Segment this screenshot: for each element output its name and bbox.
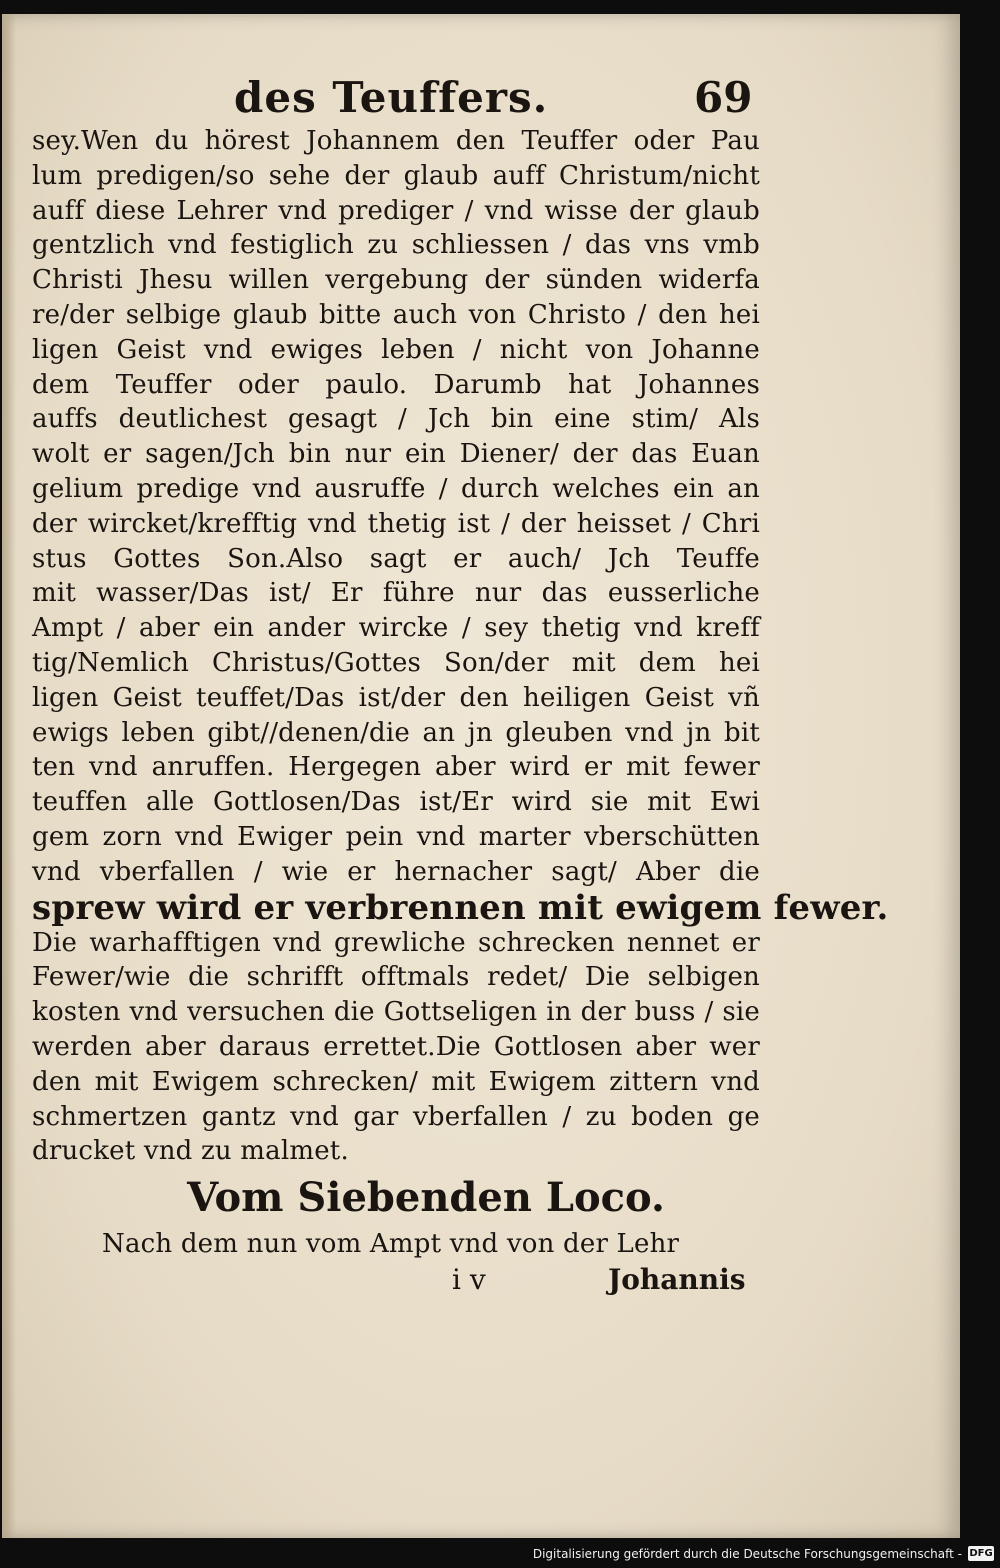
text-line: wolt er sagen/Jch bin nur ein Diener/ der das Euan [32,439,760,470]
text-line: ewigs leben gibt//denen/die an jn gleuben vnd jn bit [32,717,760,748]
text-line: Christi Jhesu willen vergebung der sünden widerfa [32,265,760,296]
text-line: den mit Ewigem schrecken/ mit Ewigem zittern vnd [32,1066,760,1097]
digitization-footer [0,1540,1000,1568]
text-line: gentzlich vnd festiglich zu schliessen / das vns vmb [32,230,760,261]
text-line: teuffen alle Gottlosen/Das ist/Er wird sie mit Ewi [32,787,760,818]
page-header [2,68,960,128]
text-line: dem Teuffer oder paulo. Darumb hat Johannes [32,369,760,400]
page-signature-line [32,1262,760,1298]
page-number: 69 [694,73,753,122]
dfg-logo-icon: DFG [969,1548,993,1559]
signature-mark: i v [452,1262,486,1296]
text-line: stus Gottes Son.Also sagt er auch/ Jch Teuffe [32,543,760,574]
text-line: Fewer/wie die schrifft offtmals redet/ Die selbigen [32,962,760,993]
text-line: Die warhafftigen vnd grewliche schrecken nennet er [32,927,760,958]
text-line: tig/Nemlich Christus/Gottes Son/der mit dem hei [32,647,760,678]
body-text [32,124,889,1298]
text-line: ten vnd anruffen. Hergegen aber wird er mit fewer [32,752,760,783]
text-line: lum predigen/so sehe der glaub auff Christum/nicht [32,160,760,191]
catchword: Johannis [608,1262,746,1296]
text-line: gem zorn vnd Ewiger pein vnd marter vberschütten [32,821,760,852]
funding-credit: Digitalisierung gefördert durch die Deutsche Forschungsgemeinschaft - [532,1547,962,1561]
page-spine-shadow [2,14,16,1538]
text-line: der wircket/krefftig vnd thetig ist / der heisset / Chri [32,508,760,539]
text-line: werden aber daraus errettet.Die Gottlosen aber wer [32,1031,760,1062]
text-line: re/der selbige glaub bitte auch von Christo / den hei [32,299,760,330]
section-heading: Vom Siebenden Loco. [187,1174,665,1222]
text-line: drucket vnd zu malmet. [32,1136,349,1167]
text-line: sey.Wen du hörest Johannem den Teuffer oder Pau [32,126,760,156]
emphasized-quote-line: sprew wird er verbrennen mit ewigem fewer. [32,887,889,928]
text-line: kosten vnd versuchen die Gottseligen in der buss / sie [32,997,760,1028]
text-line: Ampt / aber ein ander wircke / sey thetig vnd kreff [32,613,760,644]
text-line: vnd vberfallen / wie er hernacher sagt/ Aber die [32,856,760,887]
text-line: ligen Geist vnd ewiges leben / nicht von Johanne [32,334,760,365]
text-line: schmertzen gantz vnd gar vberfallen / zu boden ge [32,1101,760,1132]
text-line: mit wasser/Das ist/ Er führe nur das eusserliche [32,578,760,609]
text-line: ligen Geist teuffet/Das ist/der den heiligen Geist vñ [32,682,760,713]
text-line: Nach dem nun vom Ampt vnd von der Lehr [102,1229,680,1260]
text-line: auffs deutlichest gesagt / Jch bin eine stim/ Als [32,404,760,435]
text-line: auff diese Lehrer vnd prediger / vnd wisse der glaub [32,195,760,226]
text-line: gelium predige vnd ausruffe / durch welches ein an [32,473,760,504]
running-head: des Teuffers. [234,73,549,122]
book-page [2,14,960,1538]
